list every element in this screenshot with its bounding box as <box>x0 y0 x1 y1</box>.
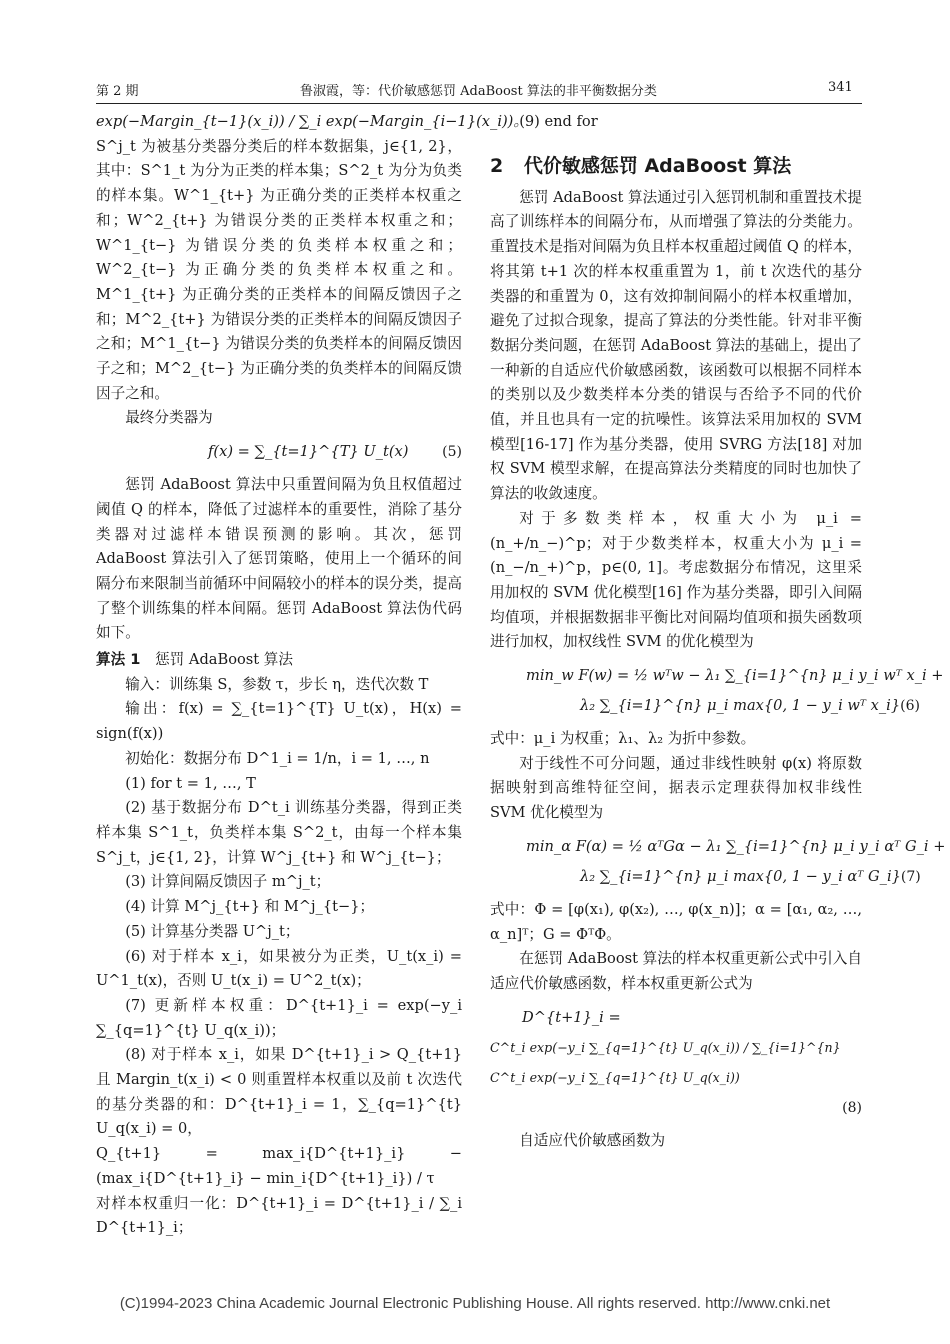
paragraph-weights: 对于多数类样本，权重大小为 μ_i = (n_+/n_−)^p；对于少数类样本，权重大小为 μ_i = (n_−/n_+)^p，p∈(0, 1]。考虑数据分布情况，这里采用加权的 SVM 优化模型[16] 作为基分类器，即引入间隔均值项，并根据数据非平衡比对间隔均值项和损失函数项进行加权，加权线性 SVM 的优化模型为 <box>490 509 862 651</box>
journal-issue: 第 2 期 <box>96 84 139 99</box>
left-column <box>96 110 528 1241</box>
equation-7-line-1: min_α F(α) = ½ αᵀGα − λ₁ ∑_{i=1}^{n} μ_i y_i αᵀ G_i + <box>526 837 946 855</box>
algo-step-8: (8) 对于样本 x_i，如果 D^{t+1}_i > Q_{t+1} 且 Margin_t(x_i) < 0 则重置样本权重以及前 t 次迭代的基分类器的和：D^{t+1}_i = 1，∑_{q=1}^{t} U_q(x_i) = 0， <box>96 1046 462 1138</box>
algorithm-steps <box>96 673 462 1241</box>
algo-step-2: (2) 基于数据分布 D^t_i 训练基分类器，得到正类样本集 S^1_t，负类样本集 S^2_t，由每一个样本集 S^j_t，j∈{1, 2}，计算 W^j_{t+} 和 W^j_{t−}； <box>96 799 462 866</box>
equation-7-number: (7) <box>900 868 921 885</box>
paragraph-weight-update: 在惩罚 AdaBoost 算法的样本权重更新公式中引入自适应代价敏感函数，样本权重更新公式为 <box>490 950 862 992</box>
equation-6-line-1: min_w F(w) = ½ wᵀw − λ₁ ∑_{i=1}^{n} μ_i y_i wᵀ x_i + <box>526 667 944 685</box>
algo-step-4: (4) 计算 M^j_{t+} 和 M^j_{t−}； <box>125 898 375 916</box>
definitions-paragraph: S^j_t 为被基分类器分类后的样本数据集，j∈{1, 2}，其中：S^1_t 为分为正类的样本集；S^2_t 为分为负类的样本集。W^1_{t+} 为正确分类的正类样本权重之和；W^2_{t+} 为错误分类的正类样本权重之和；W^1_{t−} 为错误分类的负类样本权重之和；W^2_{t−} 为正确分类的负类样本权重之和。M^1_{t+} 为正确分类的正类样本的间隔反馈因子之和；M^2_{t+} 为错误分类的正类样本的间隔反馈因子之和；M^1_{t−} 为错误分类的负类样本的间隔反馈因子之和；M^2_{t−} 为正确分类的负类样本的间隔反馈因子之和。 <box>96 137 462 402</box>
page-number: 341 <box>828 80 853 95</box>
algo-output: 输出：f(x) = ∑_{t=1}^{T} U_t(x)，H(x) = sign(f(x)) <box>96 700 462 743</box>
equation-6-line-2: λ₂ ∑_{i=1}^{n} μ_i max{0, 1 − y_i wᵀ x_i} <box>580 697 901 715</box>
running-title: 鲁淑霞，等：代价敏感惩罚 AdaBoost 算法的非平衡数据分类 <box>300 84 657 99</box>
paragraph-cost-function: 自适应代价敏感函数为 <box>519 1131 666 1149</box>
algo-step-9: (9) end for <box>519 113 598 130</box>
equation-8-rhs: C^t_i exp(−y_i ∑_{q=1}^{t} U_q(x_i)) / ∑_{i=1}^{n} C^t_i exp(−y_i ∑_{q=1}^{t} U_q(x_i)) <box>490 1039 841 1085</box>
equation-5 <box>96 437 462 467</box>
section-title: 代价敏感惩罚 AdaBoost 算法 <box>523 154 792 177</box>
algo-init: 初始化：数据分布 D^1_i = 1/n，i = 1, …, n <box>125 749 430 767</box>
copyright-footer: (C)1994-2023 China Academic Journal Electronic Publishing House. All rights reserved. http://www.cnki.net <box>119 1295 831 1312</box>
paragraph-nonlinear: 对于线性不可分问题，通过非线性映射 φ(x) 将原数据映射到高维特征空间，据表示定理获得加权非线性 SVM 优化模型为 <box>490 754 862 822</box>
equation-8-lhs: D^{t+1}_i = <box>522 1008 621 1026</box>
paragraph-method-overview: 惩罚 AdaBoost 算法通过引入惩罚机制和重置技术提高了训练样本的间隔分布，从而增强了算法的分类能力。重置技术是指对间隔为负且样本权重超过阈值 Q 的样本，将其第 t+1 次的样本权重重置为 1，前 t 次迭代的基分类器的和重置为 0，这有效抑制间隔小的样本权重增加，避免了过拟合现象，提高了算法的分类性能。针对非平衡数据分类问题，在惩罚 AdaBoost 算法的基础上，提出了一种新的自适应代价敏感函数，该函数可以根据不同样本的类别以及少数类样本分类的错误与否给予不同的代价值，并且也具有一定的抗噪性。该算法采用加权的 SVM 模型[16-17] 作为基分类器，使用 SVRG 方法[18] 对加权 SVM 模型求解，在提高算法分类精度的同时也加快了算法的收敛速度。 <box>490 188 862 503</box>
algo-step-7: (7) 更新样本权重：D^{t+1}_i = exp(−y_i ∑_{q=1}^{t} U_q(x_i))； <box>96 996 462 1039</box>
algorithm-label: 算法 1 <box>96 651 141 669</box>
final-classifier-intro: 最终分类器为 <box>125 409 213 427</box>
algo-step-1: (1) for t = 1, …, T <box>125 774 256 792</box>
section-number: 2 <box>490 154 504 177</box>
equation-5-number: (5) <box>442 444 462 461</box>
algorithm-title: 惩罚 AdaBoost 算法 <box>155 651 293 669</box>
paragraph-penalty-adaboost: 惩罚 AdaBoost 算法中只重置间隔为负且权值超过阈值 Q 的样本，降低了过滤样本的重要性，消除了基分类器对过滤样本错误预测的影响。其次，惩罚 AdaBoost 算法引入了惩罚策略，使用上一个循环的间隔分布来限制当前循环中间隔较小的样本的误分类，提高了整个训练集的样本间隔。惩罚 AdaBoost 算法伪代码如下。 <box>96 476 462 642</box>
equation-8 <box>490 1003 862 1123</box>
algo-step-3: (3) 计算间隔反馈因子 m^j_t； <box>125 873 331 891</box>
section-heading <box>490 151 862 178</box>
right-column <box>490 110 946 1153</box>
algorithm-heading <box>96 648 462 673</box>
algo-input: 输入：训练集 S，参数 τ，步长 η，迭代次数 T <box>125 675 429 693</box>
equation-5-body: f(x) = ∑_{t=1}^{T} U_t(x) <box>208 443 409 461</box>
equation-6-number: (6) <box>900 698 920 715</box>
equation-7-line-2: λ₂ ∑_{i=1}^{n} μ_i max{0, 1 − y_i αᵀ G_i} <box>580 867 901 885</box>
paragraph-where-6: 式中：μ_i 为权重；λ₁、λ₂ 为折中参数。 <box>490 730 756 748</box>
equation-6 <box>490 661 944 721</box>
algo-step-5: (5) 计算基分类器 U^j_t； <box>125 922 300 940</box>
equation-7 <box>490 832 946 892</box>
algo-normalize: 对样本权重归一化：D^{t+1}_i = D^{t+1}_i / ∑_i D^{t+1}_i； <box>96 1194 462 1237</box>
header-rule <box>96 103 862 104</box>
algo-threshold-update: Q_{t+1} = max_i{D^{t+1}_i} − (max_i{D^{t+1}_i} − min_i{D^{t+1}_i}) / τ <box>96 1145 462 1187</box>
continued-formula: exp(−Margin_{t−1}(x_i)) / ∑_i exp(−Margin_{i−1}(x_i))。 <box>96 113 528 130</box>
algo-step-6: (6) 对于样本 x_i，如果被分为正类，U_t(x_i) = U^1_t(x)，否则 U_t(x_i) = U^2_t(x)； <box>96 947 462 990</box>
equation-8-number: (8) <box>842 1099 862 1116</box>
paragraph-where-7: 式中：Φ = [φ(x₁), φ(x₂), …, φ(x_n)]；α = [α₁, α₂, …, α_n]ᵀ；G = ΦᵀΦ。 <box>490 900 862 943</box>
